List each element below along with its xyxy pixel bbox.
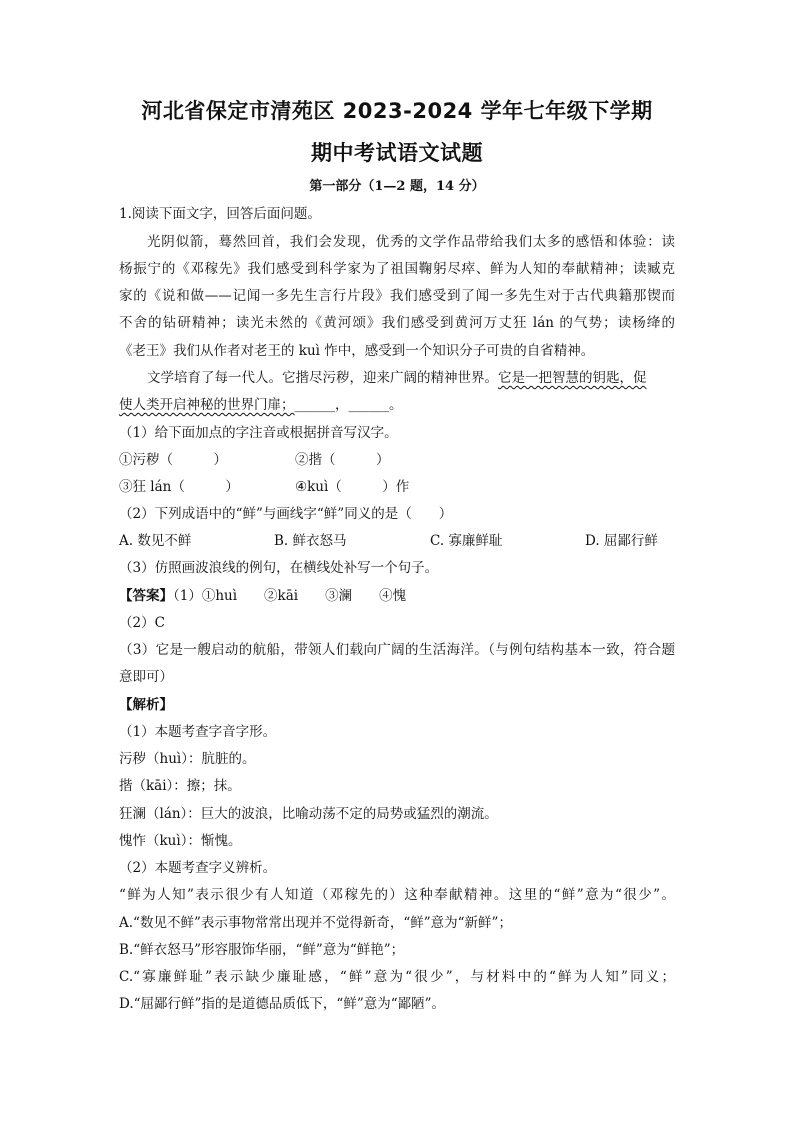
analysis-line-11: D.“屈鄙行鲜”指的是道德品质低下，“鲜”意为“鄙陋”。 [119,996,446,1012]
option-b: B. 鲜衣怒马 [274,533,347,549]
analysis-line-3: 揩（kāi）：擦；抹。 [119,778,241,794]
answer-line-4: 意即可） [119,669,173,685]
analysis-line-6: （2）本题考查字义辨析。 [119,860,277,876]
wavy-example-part1: 它是一把智慧的钥匙，促 [498,370,647,386]
analysis-line-1: （1）本题考查字音字形。 [119,724,277,740]
option-c: C. 寡廉鲜耻 [430,533,503,549]
sub1-item-1: ①污秽（ ） [119,452,227,468]
sub1-item-4: ④kuì（ ）作 [295,479,410,495]
analysis-line-7: “鲜为人知”表示很少有人知道（邓稼先的）这种奉献精神。这里的“鲜”意为“很少”。 [119,887,675,903]
analysis-line-2: 污秽（huì）：肮脏的。 [119,751,256,767]
sub-question-1: （1）给下面加点的字注音或根据拼音写汉字。 [119,425,398,441]
answer-line-1-text: （1）①huì ②kāi ③澜 ④愧 [173,588,407,604]
sub1-item-3: ③狂 lán（ ） [119,479,239,495]
option-a: A. 数见不鲜 [119,533,192,549]
answer-line-2: （2）C [119,615,165,631]
passage-line-4: 不舍的钻研精神；读光未然的《黄河颂》我们感受到黄河万丈狂 lán 的气势；读杨绛的 [119,315,675,331]
option-d: D. 屈鄙行鲜 [585,533,658,549]
analysis-line-10: C.“寡廉鲜耻”表示缺少廉耻感，“鲜”意为“很少”，与材料中的“鲜为人知”同义； [119,969,675,985]
question-prompt: 1.阅读下面文字，回答后面问题。 [119,206,321,222]
answer-line-1 [119,587,406,605]
blank-lines: ______，______。 [294,397,403,413]
sub-question-2: （2）下列成语中的“鲜”与画线字“鲜”同义的是（ ） [119,506,453,522]
analysis-line-5: 愧怍（kuì）：惭愧。 [119,833,242,849]
passage2-text: 文学培育了每一代人。它揩尽污秽，迎来广阔的精神世界。 [147,370,498,386]
passage2-line-2 [119,396,403,414]
analysis-line-4: 狂澜（lán）：巨大的波浪，比喻动荡不定的局势或猛烈的潮流。 [119,806,498,822]
sub-question-3: （3）仿照画波浪线的例句，在横线处补写一个句子。 [119,560,439,576]
passage-line-1: 光阴似箭，蓦然回首，我们会发现，优秀的文学作品带给我们太多的感悟和体验：读 [147,234,675,250]
analysis-line-8: A.“数见不鲜”表示事物常常出现并不觉得新奇，“鲜”意为“新鲜”； [119,915,512,931]
passage-line-3: 家的《说和做——记闻一多先生言行片段》我们感受到了闻一多先生对于古代典籍那锲而 [119,288,675,304]
passage2-line-1 [147,369,647,387]
analysis-label: 【解析】 [119,697,173,713]
passage-line-5: 《老王》我们从作者对老王的 kuì 怍中，感受到一个知识分子可贵的自省精神。 [119,343,595,359]
analysis-line-9: B.“鲜衣怒马”形容服饰华丽，“鲜”意为“鲜艳”； [119,942,405,958]
section-header: 第一部分（1—2 题，14 分） [309,179,485,194]
answer-line-3: （3）它是一艘启动的航船，带领人们载向广阔的生活海洋。（与例句结构基本一致，符合题 [119,642,675,658]
answer-label: 【答案】 [119,588,173,604]
title-line-2: 期中考试语文试题 [311,141,483,165]
wavy-example-part2: 使人类开启神秘的世界门扉； [119,397,295,413]
title-line-1: 河北省保定市清苑区 2023-2024 学年七年级下学期 [141,99,653,123]
sub1-item-2: ②揩（ ） [295,452,390,468]
passage-line-2: 杨振宁的《邓稼先》我们感受到科学家为了祖国鞠躬尽瘁、鲜为人知的奉献精神；读臧克 [119,261,675,277]
